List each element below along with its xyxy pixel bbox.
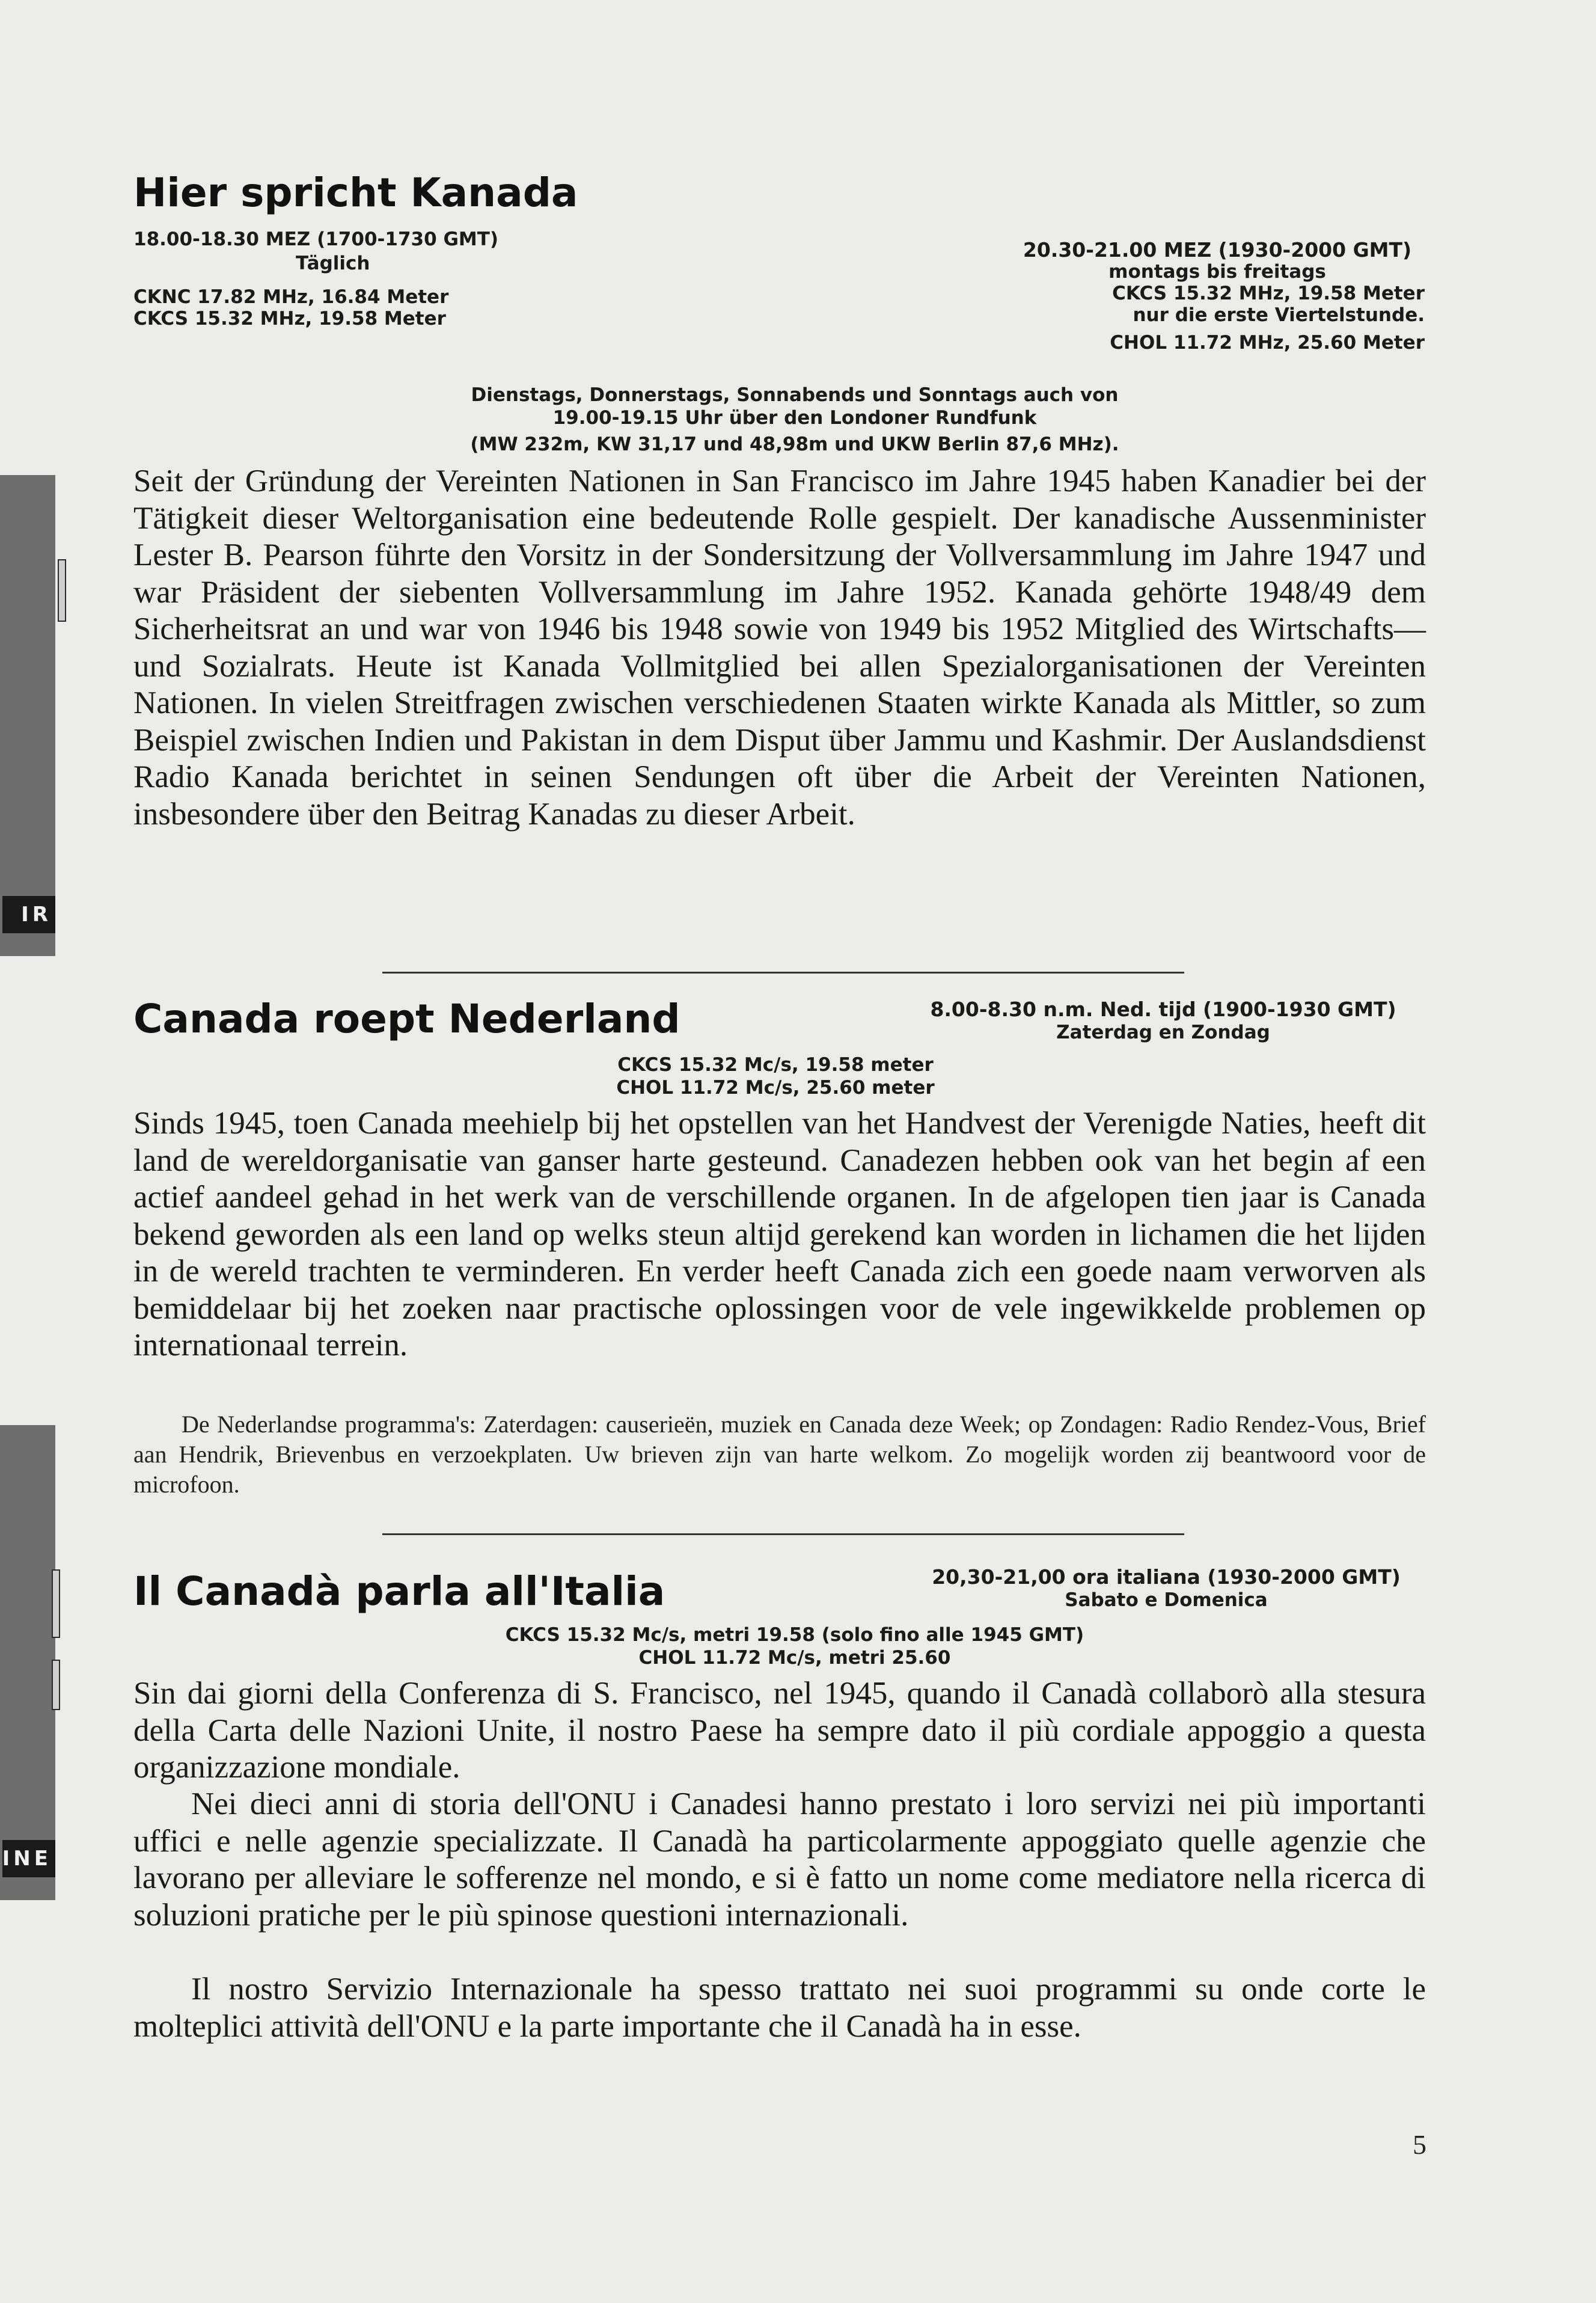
adjacent-photo-strip-bottom (0, 1425, 55, 1900)
note-line: 19.00-19.15 Uhr über den Londoner Rundfunk (552, 407, 1037, 429)
schedule-line: Täglich (296, 253, 370, 274)
italian-schedule-right (902, 1566, 1431, 1611)
schedule-line: 18.00-18.30 MEZ (1700-1730 GMT) (133, 228, 499, 250)
german-london-broadcast-note (374, 384, 1215, 456)
dutch-body-text: Sinds 1945, toen Canada meehielp bij het opstellen van het Handvest der Verenigde Naties, heeft dit land de wereldorganisatie van ganser harte gesteund. Canadezen hebben ook van het begin af een actief aandeel gehad in het werk van de verschillende organen. In de afgelopen tien jaar is Canada bekend geworden als een land op welks steun altijd gerekend kan worden in lichamen die het lijden in de wereld trachten te verminderen. En verder heeft Canada zich een goede naam verworven als bemiddelaar bij het zoeken naar practische oplossingen voor de vele ingewikkelde problemen op internationaal terrein. (133, 1106, 1426, 1363)
german-body-text: Seit der Gründung der Vereinten Nationen in San Francisco im Jahre 1945 haben Kanadier bei der Tätigkeit dieser Weltorganisation eine bedeutende Rolle gespielt. Der kanadische Aussenminister Lester B. Pearson führte den Vorsitz in der Sondersitzung der Vollversammlung im Jahre 1947 und war Präsident der siebenten Vollversammlung im Jahre 1952. Kanada gehörte 1948/49 dem Sicherheitsrat an und war von 1946 bis 1948 sowie von 1949 bis 1952 Mitglied des Wirtschafts—und Sozialrats. Heute ist Kanada Vollmitglied bei allen Spezialorganisationen der Vereinten Nationen. In vielen Streitfragen zwischen verschiedenen Staaten wirkte Kanada als Mittler, so zum Beispiel zwischen Indien und Pakistan in dem Disput über Jammu und Kashmir. Der Auslandsdienst Radio Kanada berichtet in seinen Sendungen oft über die Arbeit der Vereinten Nationen, insbesondere über den Beitrag Kanadas zu dieser Arbeit. (133, 464, 1426, 832)
section-title-german: Hier spricht Kanada (133, 170, 578, 216)
italian-paragraph-1: Sin dai giorni della Conferenza di S. Francisco, nel 1945, quando il Canadà collaborò alla stesura della Carta delle Nazioni Unite, il nostro Paese ha sempre dato il più cordiale appoggio a questa organizzazione mondiale. (133, 1676, 1426, 1785)
schedule-line: 20.30-21.00 MEZ (1930-2000 GMT) (1023, 238, 1412, 262)
schedule-line: CKCS 15.32 Mc/s, metri 19.58 (solo fino alle 1945 GMT) (505, 1624, 1084, 1646)
section-title-dutch: Canada roept Nederland (133, 996, 680, 1042)
schedule-line: Zaterdag en Zondag (1056, 1022, 1270, 1043)
schedule-line: Sabato e Domenica (1065, 1589, 1268, 1611)
dutch-schedule-right (902, 998, 1425, 1044)
schedule-line: 8.00-8.30 n.m. Ned. tijd (1900-1930 GMT) (930, 998, 1396, 1021)
german-schedule-right (1010, 239, 1425, 354)
adjacent-photo-strip-top (0, 475, 55, 956)
dutch-frequencies (565, 1053, 986, 1099)
italian-paragraph-3: Il nostro Servizio Internazionale ha spesso trattato nei suoi programmi su onde corte le molteplici attività dell'ONU e la parte importante che il Canadà ha in esse. (133, 1972, 1426, 2044)
binding-clip-top (58, 559, 66, 622)
dutch-program-note: De Nederlandse programma's: Zaterdagen: causerieën, muziek en Canada deze Week; op Zondagen: Radio Rendez-Vous, Brief aan Hendrik, Brievenbus en verzoekplaten. Uw brieven zijn van harte welkom. Zo mogelijk worden zij beantwoord voor de microfoon. (133, 1411, 1426, 1498)
binding-clip-bottom-2 (52, 1660, 60, 1710)
schedule-line: CKCS 15.32 Mc/s, 19.58 meter (617, 1054, 934, 1076)
binding-clip-bottom (52, 1569, 60, 1638)
german-schedule-left (133, 227, 498, 330)
schedule-line: montags bis freitags (1108, 261, 1326, 283)
photo-caption-tab-top: IR (2, 896, 55, 933)
schedule-line: CKNC 17.82 MHz, 16.84 Meter (133, 286, 449, 308)
schedule-line: CKCS 15.32 MHz, 19.58 Meter (1112, 283, 1425, 304)
italian-paragraph-2: Nei dieci anni di storia dell'ONU i Canadesi hanno prestato i loro servizi nei più importanti uffici e nelle agenzie specializzate. Il Canadà ha particolarmente appoggiato quelle agenzie che lavorano per alleviare le sofferenze nel mondo, e si è fatto un nome come mediatore nella ricerca di soluzioni pratiche per le più spinose questioni internazionali. (133, 1786, 1426, 1933)
italian-frequencies (374, 1624, 1215, 1669)
note-line: (MW 232m, KW 31,17 und 48,98m und UKW Berlin 87,6 MHz). (470, 434, 1119, 455)
page-number: 5 (1413, 2129, 1426, 2160)
schedule-line: CHOL 11.72 MHz, 25.60 Meter (1110, 332, 1425, 354)
schedule-line: nur die erste Viertelstunde. (1133, 304, 1425, 326)
section-title-italian: Il Canadà parla all'Italia (133, 1568, 665, 1615)
photo-caption-tab-bottom: INE (2, 1840, 55, 1877)
section-divider (382, 1533, 1184, 1535)
section-divider (382, 972, 1184, 974)
schedule-line: CHOL 11.72 Mc/s, 25.60 meter (616, 1077, 935, 1099)
schedule-line: 20,30-21,00 ora italiana (1930-2000 GMT) (932, 1565, 1401, 1589)
schedule-line: CKCS 15.32 MHz, 19.58 Meter (133, 308, 446, 330)
schedule-line: CHOL 11.72 Mc/s, metri 25.60 (638, 1647, 951, 1669)
note-line: Dienstags, Donnerstags, Sonnabends und Sonntags auch von (471, 384, 1119, 406)
